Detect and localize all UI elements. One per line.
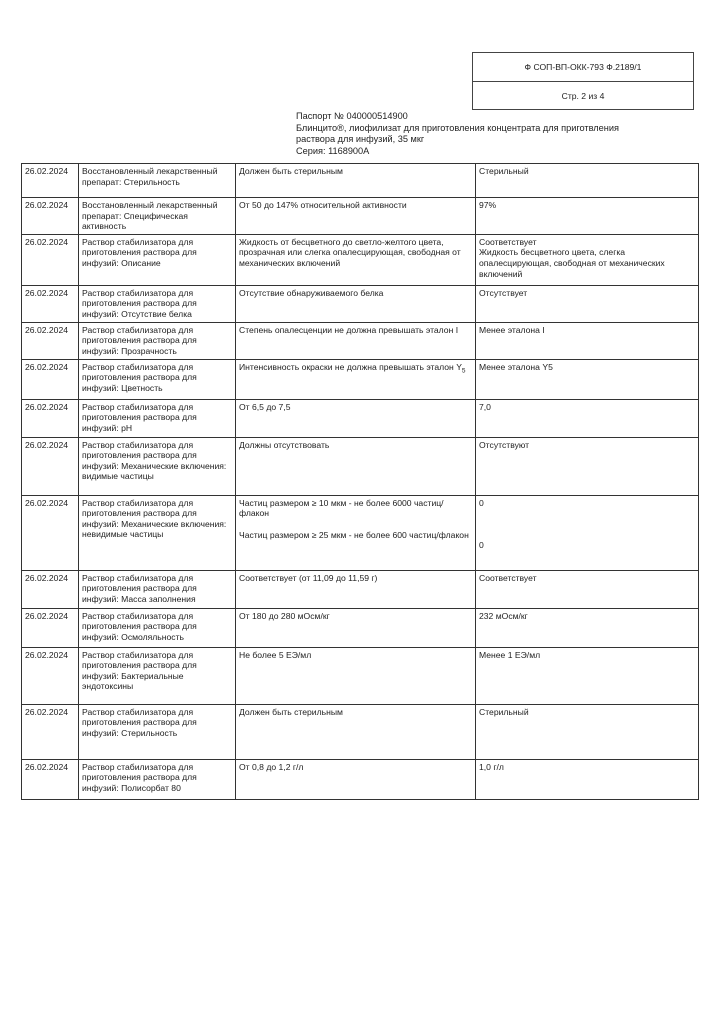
test-date: 26.02.2024 — [22, 437, 79, 495]
test-requirement: Степень опалесценции не должна превышать эталон I — [236, 322, 476, 359]
test-result: 7,0 — [476, 399, 699, 437]
table-row — [22, 164, 699, 198]
test-date: 26.02.2024 — [22, 285, 79, 322]
requirement-line: Частиц размером ≥ 25 мкм - не более 600 частиц/флакон — [239, 529, 469, 540]
test-name: Раствор стабилизатора для приготовления раствора для инфузий: Полисорбат 80 — [79, 759, 236, 799]
test-requirement: Должен быть стерильным — [236, 164, 476, 198]
test-result: 97% — [476, 198, 699, 235]
test-result — [476, 495, 699, 570]
table-row — [22, 399, 699, 437]
test-date: 26.02.2024 — [22, 234, 79, 285]
table-row — [22, 608, 699, 647]
table-row — [22, 647, 699, 704]
test-date: 26.02.2024 — [22, 359, 79, 399]
table-row — [22, 570, 699, 608]
test-name: Раствор стабилизатора для приготовления раствора для инфузий: Масса заполнения — [79, 570, 236, 608]
test-result: Отсутствуют — [476, 437, 699, 495]
test-date: 26.02.2024 — [22, 704, 79, 759]
test-date: 26.02.2024 — [22, 198, 79, 235]
product-name-line-2: раствора для инфузий, 35 мкг — [296, 134, 425, 144]
table-row — [22, 495, 699, 570]
table-row — [22, 759, 699, 799]
form-code: Ф СОП-ВП-ОКК-793 Ф.2189/1 — [524, 62, 642, 72]
test-requirement: От 180 до 280 мОсм/кг — [236, 608, 476, 647]
test-name: Восстановленный лекарственный препарат: Стерильность — [79, 164, 236, 198]
test-date: 26.02.2024 — [22, 570, 79, 608]
test-result: Менее эталона I — [476, 322, 699, 359]
table-row — [22, 322, 699, 359]
test-requirement: Жидкость от бесцветного до светло-желтого цвета, прозрачная или слегка опалесцирующая, свободная от механических включений — [236, 234, 476, 285]
result-line: 0 — [479, 497, 484, 508]
test-date: 26.02.2024 — [22, 164, 79, 198]
table-row — [22, 198, 699, 235]
test-name: Раствор стабилизатора для приготовления раствора для инфузий: pH — [79, 399, 236, 437]
test-requirement: Отсутствие обнаруживаемого белка — [236, 285, 476, 322]
requirement-text: Интенсивность окраски не должна превышать эталон Y — [239, 361, 462, 372]
test-date: 26.02.2024 — [22, 759, 79, 799]
test-result: Соответствует Жидкость бесцветного цвета, слегка опалесцирующая, свободная от механических включений — [476, 234, 699, 285]
test-date: 26.02.2024 — [22, 608, 79, 647]
test-requirement: Соответствует (от 11,09 до 11,59 г) — [236, 570, 476, 608]
test-name: Раствор стабилизатора для приготовления раствора для инфузий: Стерильность — [79, 704, 236, 759]
table-row — [22, 359, 699, 399]
test-results-table — [21, 163, 699, 800]
test-requirement: Должен быть стерильным — [236, 704, 476, 759]
test-requirement — [236, 359, 476, 399]
test-name: Раствор стабилизатора для приготовления раствора для инфузий: Прозрачность — [79, 322, 236, 359]
result-line: 0 — [479, 540, 484, 551]
test-requirement: Не более 5 ЕЭ/мл — [236, 647, 476, 704]
test-requirement — [236, 495, 476, 570]
page-number: Стр. 2 из 4 — [473, 81, 693, 110]
product-name-line-1: Блинцито®, лиофилизат для приготовления концентрата для приготвления — [296, 122, 619, 133]
table-row — [22, 234, 699, 285]
test-date: 26.02.2024 — [22, 399, 79, 437]
test-result: Отсутствует — [476, 285, 699, 322]
test-date: 26.02.2024 — [22, 647, 79, 704]
table-row — [22, 437, 699, 495]
form-header-box — [472, 52, 694, 110]
test-name: Раствор стабилизатора для приготовления раствора для инфузий: Отсутствие белка — [79, 285, 236, 322]
test-result: Стерильный — [476, 164, 699, 198]
test-result: Менее эталона Y5 — [476, 359, 699, 399]
series-number: Серия: 1168900А — [296, 145, 370, 156]
test-name: Раствор стабилизатора для приготовления раствора для инфузий: Описание — [79, 234, 236, 285]
test-result: Менее 1 ЕЭ/мл — [476, 647, 699, 704]
test-name: Раствор стабилизатора для приготовления раствора для инфузий: Осмоляльность — [79, 608, 236, 647]
test-date: 26.02.2024 — [22, 322, 79, 359]
test-name: Восстановленный лекарственный препарат: Специфическая активность — [79, 198, 236, 235]
table-row — [22, 285, 699, 322]
test-name: Раствор стабилизатора для приготовления раствора для инфузий: Цветность — [79, 359, 236, 399]
test-name: Раствор стабилизатора для приготовления раствора для инфузий: Бактериальные эндотоксины — [79, 647, 236, 704]
test-result: Стерильный — [476, 704, 699, 759]
test-requirement: От 50 до 147% относительной активности — [236, 198, 476, 235]
test-result: 232 мОсм/кг — [476, 608, 699, 647]
test-name: Раствор стабилизатора для приготовления раствора для инфузий: Механические включения: видимые частицы — [79, 437, 236, 495]
test-name: Раствор стабилизатора для приготовления раствора для инфузий: Механические включения: невидимые частицы — [79, 495, 236, 570]
table-row — [22, 704, 699, 759]
test-result: 1,0 г/л — [476, 759, 699, 799]
test-requirement: От 0,8 до 1,2 г/л — [236, 759, 476, 799]
passport-number: Паспорт № 040000514900 — [296, 111, 408, 121]
passport-block — [296, 111, 656, 157]
test-date: 26.02.2024 — [22, 495, 79, 570]
requirement-subscript: 5 — [461, 367, 466, 375]
test-result: Соответствует — [476, 570, 699, 608]
test-requirement: От 6,5 до 7,5 — [236, 399, 476, 437]
requirement-line: Частиц размером ≥ 10 мкм - не более 6000 частиц/флакон — [239, 497, 444, 519]
test-requirement: Должны отсутствовать — [236, 437, 476, 495]
